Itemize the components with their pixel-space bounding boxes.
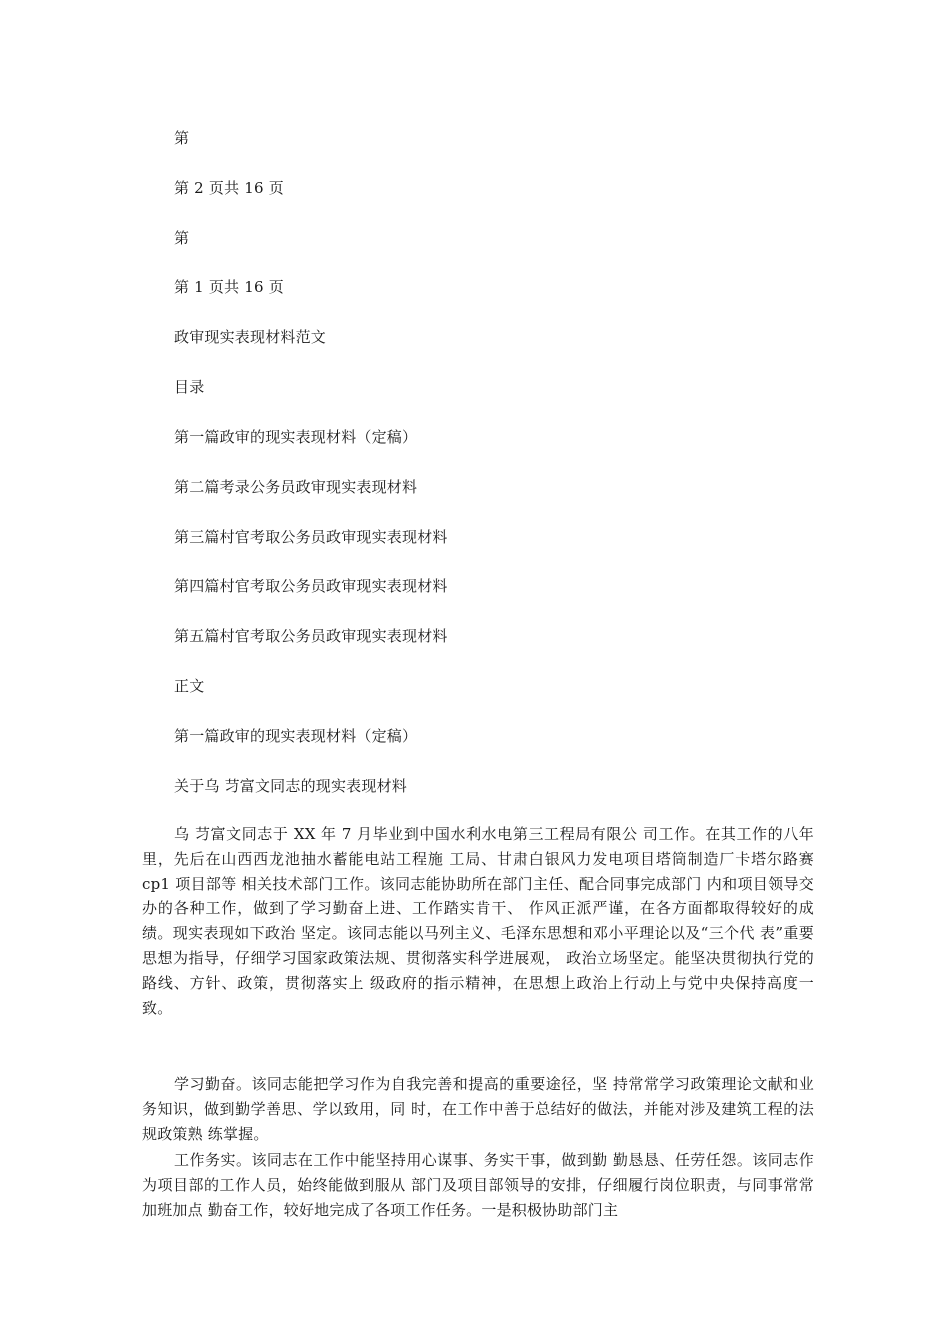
body-heading: 正文: [174, 677, 205, 695]
toc-item: 第四篇村官考取公务员政审现实表现材料: [174, 577, 448, 595]
page-footer-fragment: 第: [174, 129, 190, 147]
section-title: 第一篇政审的现实表现材料（定稿）: [174, 727, 418, 745]
page-footer-fragment: 第: [174, 229, 190, 247]
page-number-line: 第 1 页共 16 页: [174, 278, 284, 296]
toc-item: 第二篇考录公务员政审现实表现材料: [174, 478, 418, 496]
body-paragraph: 学习勤奋。该同志能把学习作为自我完善和提高的重要途径，坚 持常常学习政策理论文献和业务知识，做到勤学善思、学以致用，同 时，在工作中善于总结好的做法，并能对涉及建筑工程的法规政策熟 练掌握。: [142, 1075, 814, 1143]
toc-item: 第一篇政审的现实表现材料（定稿）: [174, 428, 418, 446]
section-subtitle: 关于乌 䒒富文同志的现实表现材料: [174, 777, 407, 795]
body-paragraph: 工作务实。该同志在工作中能坚持用心谋事、务实干事，做到勤 勤恳恳、任劳任怨。该同志作为项目部的工作人员，始终能做到服从 部门及项目部领导的安排，仔细履行岗位职责，与同事常常加班加点 勤奋工作，较好地完成了各项工作任务。一是积极协助部门主: [142, 1151, 814, 1219]
toc-item: 第五篇村官考取公务员政审现实表现材料: [174, 627, 448, 645]
document-title: 政审现实表现材料范文: [174, 328, 327, 346]
toc-item: 第三篇村官考取公务员政审现实表现材料: [174, 528, 448, 546]
body-paragraph: 乌 䒒富文同志于 XX 年 7 月毕业到中国水利水电第三工程局有限公 司工作。在其工作的八年里，先后在山西西龙池抽水蓄能电站工程施 工局、甘肃白银风力发电项目塔筒制造厂卡塔尔路赛 cp1 项目部等 相关技术部门工作。该同志能协助所在部门主任、配合同事完成部门 内和项目领导交办的各种工作，做到了学习勤奋上进、工作踏实肯干、 作风正派严谨，在各方面都取得较好的成绩。现实表现如下政治 坚定。该同志能以马列主义、毛泽东思想和邓小平理论以及“三个代 表”重要思想为指导，仔细学习国家政策法规、贯彻落实科学进展观， 政治立场坚定。能坚决贯彻执行党的路线、方针、政策，贯彻落实上 级政府的指示精神，在思想上政治上行动上与党中央保持高度一致。: [142, 825, 814, 1017]
page-number-line: 第 2 页共 16 页: [174, 179, 284, 197]
toc-heading: 目录: [174, 378, 205, 396]
